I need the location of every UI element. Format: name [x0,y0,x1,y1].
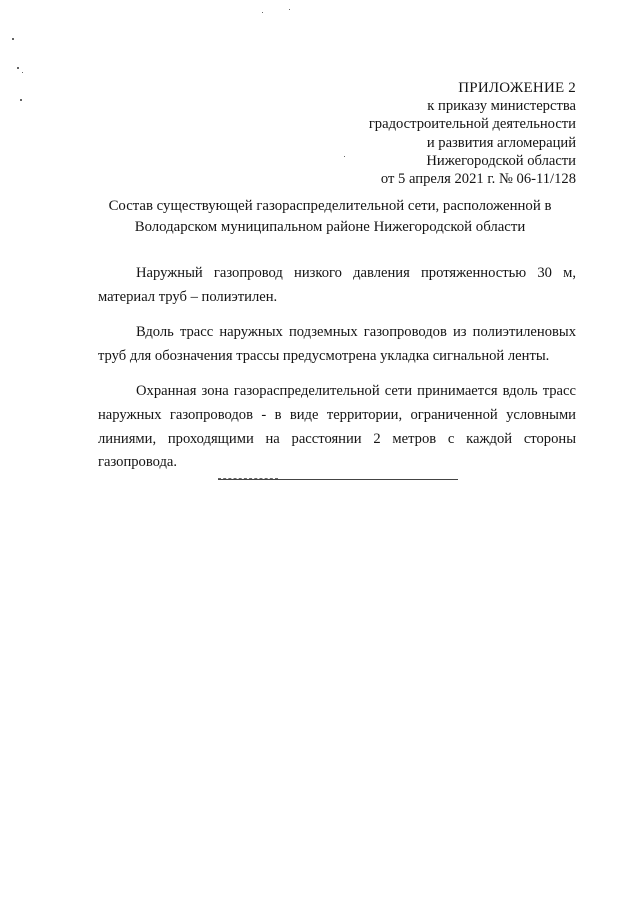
scan-speck [12,38,14,40]
document-heading [90,196,570,238]
appendix-line: от 5 апреля 2021 г. № 06-11/128 [380,171,576,188]
scan-speck [17,67,19,69]
scan-speck [344,156,345,157]
appendix-line: градостроительной деятельности [368,116,576,133]
appendix-line: к приказу министерства [427,98,576,115]
appendix-title: ПРИЛОЖЕНИЕ 2 [458,80,576,96]
appendix-line: и развития агломераций [426,134,576,151]
end-rule [218,479,458,480]
appendix-header [369,79,576,188]
appendix-line: Нижегородской области [426,152,576,169]
paragraph: Наружный газопровод низкого давления протяженностью 30 м, материал труб – полиэтилен. [98,265,576,305]
paragraph: Вдоль трасс наружных подземных газопроводов из полиэтиленовых труб для обозначения трассы предусмотрена укладка сигнальной ленты. [98,324,576,364]
document-body [98,262,576,487]
scan-speck [20,99,22,101]
paragraph: Охранная зона газораспределительной сети принимается вдоль трасс наружных газопроводов - в виде территории, ограниченной условными линиями, проходящими на расстоянии 2 метров с каждой стороны газопровода. [98,383,576,471]
scan-speck [262,12,263,13]
scan-speck [289,9,290,10]
heading-line: Володарском муниципальном районе Нижегородской области [134,219,526,235]
heading-line: Состав существующей газораспределительной сети, расположенной в [108,198,552,214]
scan-speck [22,72,23,73]
